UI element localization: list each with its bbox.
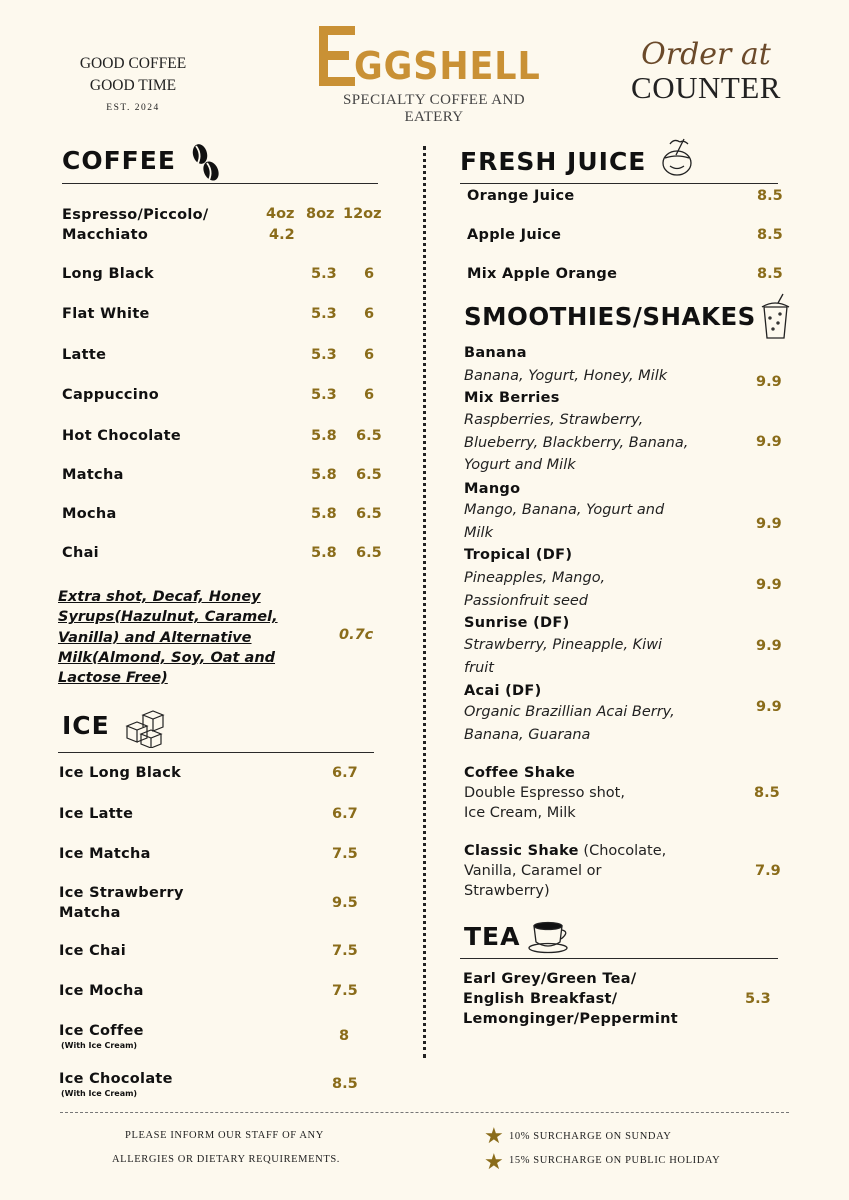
smoothie-desc: Banana, Yogurt, Honey, Milk <box>464 368 668 384</box>
extras-price: 0.7c <box>339 627 374 643</box>
juice-item-name: Apple Juice <box>467 227 562 243</box>
tea-line: Earl Grey/Green Tea/ <box>463 971 637 987</box>
surcharge-public-holiday: 15% SURCHARGE ON PUBLIC HOLIDAY <box>509 1155 721 1166</box>
smoothie-name: Sunrise (DF) <box>464 615 570 631</box>
star-icon: ★ <box>484 1150 504 1175</box>
smoothie-desc-line: Pineapples, Mango, <box>464 570 606 586</box>
smoothie-desc-line: Mango, Banana, Yogurt and <box>464 502 665 518</box>
tea-price: 5.3 <box>745 991 771 1007</box>
tagline <box>62 53 204 115</box>
coffee-price-12oz: 6 <box>364 347 375 363</box>
coffee-item-name: Latte <box>62 347 107 363</box>
smoothie-desc <box>464 499 664 544</box>
smoothie-desc-line: Passionfruit seed <box>464 592 589 609</box>
brand-logo <box>312 26 556 125</box>
coffee-beans-icon <box>190 143 222 183</box>
coffee-price-12oz: 6.5 <box>356 545 382 561</box>
ice-item-price: 6.7 <box>332 806 358 822</box>
coffee-price-8oz: 5.3 <box>311 306 337 322</box>
smoothie-desc-line: Blueberry, Blackberry, Banana, <box>464 434 689 451</box>
ice-strawberry-line-2: Matcha <box>59 905 121 921</box>
smoothie-desc <box>464 701 675 746</box>
smoothie-desc <box>464 634 662 679</box>
coffee-item-espresso <box>62 205 209 245</box>
juice-item-name: Orange Juice <box>467 188 575 204</box>
smoothie-desc-line: Organic Brazillian Acai Berry, <box>464 704 675 720</box>
smoothie-glass-icon <box>758 293 792 341</box>
size-4oz: 4oz <box>266 206 295 222</box>
ice-item-name: Ice Long Black <box>59 765 182 781</box>
coffee-shake-desc-1: Double Espresso shot, <box>464 785 625 801</box>
ice-item-note: (With Ice Cream) <box>61 1041 138 1050</box>
established-text: EST. 2024 <box>106 103 160 113</box>
ice-rule <box>58 752 374 753</box>
smoothie-price: 9.9 <box>756 638 782 654</box>
tea-line: Lemonginger/Peppermint <box>463 1011 678 1027</box>
coffee-shake-name: Coffee Shake <box>464 765 576 781</box>
classic-shake-desc-1: (Chocolate, <box>578 843 667 859</box>
coffee-item-name: Hot Chocolate <box>62 428 181 444</box>
smoothie-name: Mix Berries <box>464 390 560 406</box>
order-counter-text: COUNTER <box>631 70 781 105</box>
coffee-price-8oz: 5.8 <box>311 545 337 561</box>
smoothie-desc <box>464 409 688 477</box>
ice-item-name: Ice Matcha <box>59 846 151 862</box>
star-icon: ★ <box>484 1124 504 1149</box>
size-12oz: 12oz <box>343 206 382 222</box>
juice-item-price: 8.5 <box>757 266 783 282</box>
smoothie-desc-line: Banana, Guarana <box>464 726 591 743</box>
ice-item-name: Ice Chai <box>59 943 126 959</box>
ice-item-price: 8 <box>339 1028 350 1044</box>
column-divider <box>423 146 426 1058</box>
ice-item-price: 7.5 <box>332 846 358 862</box>
coconut-drink-icon <box>660 136 696 178</box>
coffee-shake-price: 8.5 <box>754 785 780 801</box>
juice-item-price: 8.5 <box>757 188 783 204</box>
extras-line: Syrups(Hazulnut, Caramel, <box>58 609 278 626</box>
footer-rule <box>60 1112 789 1113</box>
smoothie-name: Tropical (DF) <box>464 547 573 563</box>
coffee-item-name: Cappuccino <box>62 387 159 403</box>
coffee-price-8oz: 5.8 <box>311 506 337 522</box>
extras-line: Milk(Almond, Soy, Oat and <box>58 649 276 666</box>
ice-item-name: Ice Latte <box>59 806 134 822</box>
coffee-price-12oz: 6.5 <box>356 428 382 444</box>
ice-item-name: Ice Coffee <box>59 1023 144 1039</box>
smoothie-name: Banana <box>464 345 527 361</box>
extras-line: Extra shot, Decaf, Honey <box>58 589 261 605</box>
coffee-price-8oz: 5.3 <box>311 266 337 282</box>
smoothie-desc-line: Milk <box>464 524 493 541</box>
juice-item-price: 8.5 <box>757 227 783 243</box>
surcharge-sunday: 10% SURCHARGE ON SUNDAY <box>509 1131 672 1142</box>
smoothie-price: 9.9 <box>756 374 782 390</box>
smoothie-name: Acai (DF) <box>464 683 542 699</box>
ice-item-price: 6.7 <box>332 765 358 781</box>
ice-item-name <box>59 883 184 923</box>
juice-item-name: Mix Apple Orange <box>467 266 618 282</box>
juice-rule <box>460 183 778 184</box>
coffee-price-12oz: 6 <box>364 387 375 403</box>
extras-line: Vanilla) and Alternative <box>58 629 252 646</box>
smoothie-desc-line: Strawberry, Pineapple, Kiwi <box>464 637 663 653</box>
juice-section-title: FRESH JUICE <box>460 147 647 176</box>
coffee-extras <box>58 587 308 688</box>
coffee-price-8oz: 5.8 <box>311 467 337 483</box>
coffee-shake-desc-2: Ice Cream, Milk <box>464 805 576 821</box>
ice-cubes-icon <box>123 710 167 748</box>
tea-rule <box>460 958 778 959</box>
ice-strawberry-line-1: Ice Strawberry <box>59 885 184 901</box>
order-script-text: Order at <box>641 37 771 72</box>
smoothie-desc-line: Raspberries, Strawberry, <box>464 412 644 428</box>
coffee-price-8oz: 5.3 <box>311 347 337 363</box>
coffee-price-12oz: 6 <box>364 306 375 322</box>
smoothie-desc-line: fruit <box>464 659 494 676</box>
classic-shake-name: Classic Shake <box>464 843 579 859</box>
ice-item-name: Ice Mocha <box>59 983 144 999</box>
coffee-item-name: Mocha <box>62 506 117 522</box>
coffee-item-name: Long Black <box>62 266 154 282</box>
ice-item-price: 7.5 <box>332 943 358 959</box>
teacup-icon <box>528 920 572 954</box>
espresso-name-line-1: Espresso/Piccolo/ <box>62 207 209 223</box>
ice-item-price: 8.5 <box>332 1076 358 1092</box>
smoothie-price: 9.9 <box>756 577 782 593</box>
ice-item-name: Ice Chocolate <box>59 1071 173 1087</box>
tagline-line-1: GOOD COFFEE <box>79 55 187 72</box>
smoothie-desc-line: Yogurt and Milk <box>464 457 576 473</box>
espresso-name-line-2: Macchiato <box>62 227 149 243</box>
coffee-price-8oz: 5.3 <box>311 387 337 403</box>
tea-line: English Breakfast/ <box>463 991 618 1007</box>
brand-name: GGSHELL <box>354 44 541 88</box>
smoothies-section-title: SMOOTHIES/SHAKES <box>464 302 756 331</box>
coffee-item-name: Matcha <box>62 467 124 483</box>
coffee-price-8oz: 5.8 <box>311 428 337 444</box>
ice-item-note: (With Ice Cream) <box>61 1089 138 1098</box>
ice-item-price: 7.5 <box>332 983 358 999</box>
coffee-shake <box>464 763 625 823</box>
classic-shake <box>464 841 666 901</box>
coffee-item-name: Flat White <box>62 306 150 322</box>
coffee-item-name: Chai <box>62 545 99 561</box>
ice-item-price: 9.5 <box>332 895 358 911</box>
brand-subtitle: SPECIALTY COFFEE AND EATERY <box>343 92 525 125</box>
order-at-counter <box>626 38 786 104</box>
smoothie-name: Mango <box>464 481 521 497</box>
tea-section-title: TEA <box>464 922 521 951</box>
coffee-price-12oz: 6 <box>364 266 375 282</box>
allergy-notice-line-1: PLEASE INFORM OUR STAFF OF ANY <box>125 1130 324 1141</box>
size-8oz: 8oz <box>306 206 335 222</box>
extras-line: Lactose Free) <box>58 670 168 687</box>
coffee-section-title: COFFEE <box>62 146 176 175</box>
tea-items <box>463 969 678 1029</box>
tagline-line-2: GOOD TIME <box>89 77 177 94</box>
logo-e-mark-icon <box>319 26 355 86</box>
classic-shake-price: 7.9 <box>755 863 781 879</box>
coffee-rule <box>62 183 378 184</box>
smoothie-price: 9.9 <box>756 516 782 532</box>
smoothie-desc <box>464 567 605 612</box>
ice-section-title: ICE <box>62 711 110 740</box>
coffee-price-12oz: 6.5 <box>356 467 382 483</box>
espresso-price-4oz: 4.2 <box>269 227 295 243</box>
classic-shake-desc-3: Strawberry) <box>464 883 550 899</box>
allergy-notice-line-2: ALLERGIES OR DIETARY REQUIREMENTS. <box>112 1154 340 1165</box>
smoothie-price: 9.9 <box>756 434 782 450</box>
smoothie-price: 9.9 <box>756 699 782 715</box>
classic-shake-desc-2: Vanilla, Caramel or <box>464 863 602 879</box>
coffee-price-12oz: 6.5 <box>356 506 382 522</box>
